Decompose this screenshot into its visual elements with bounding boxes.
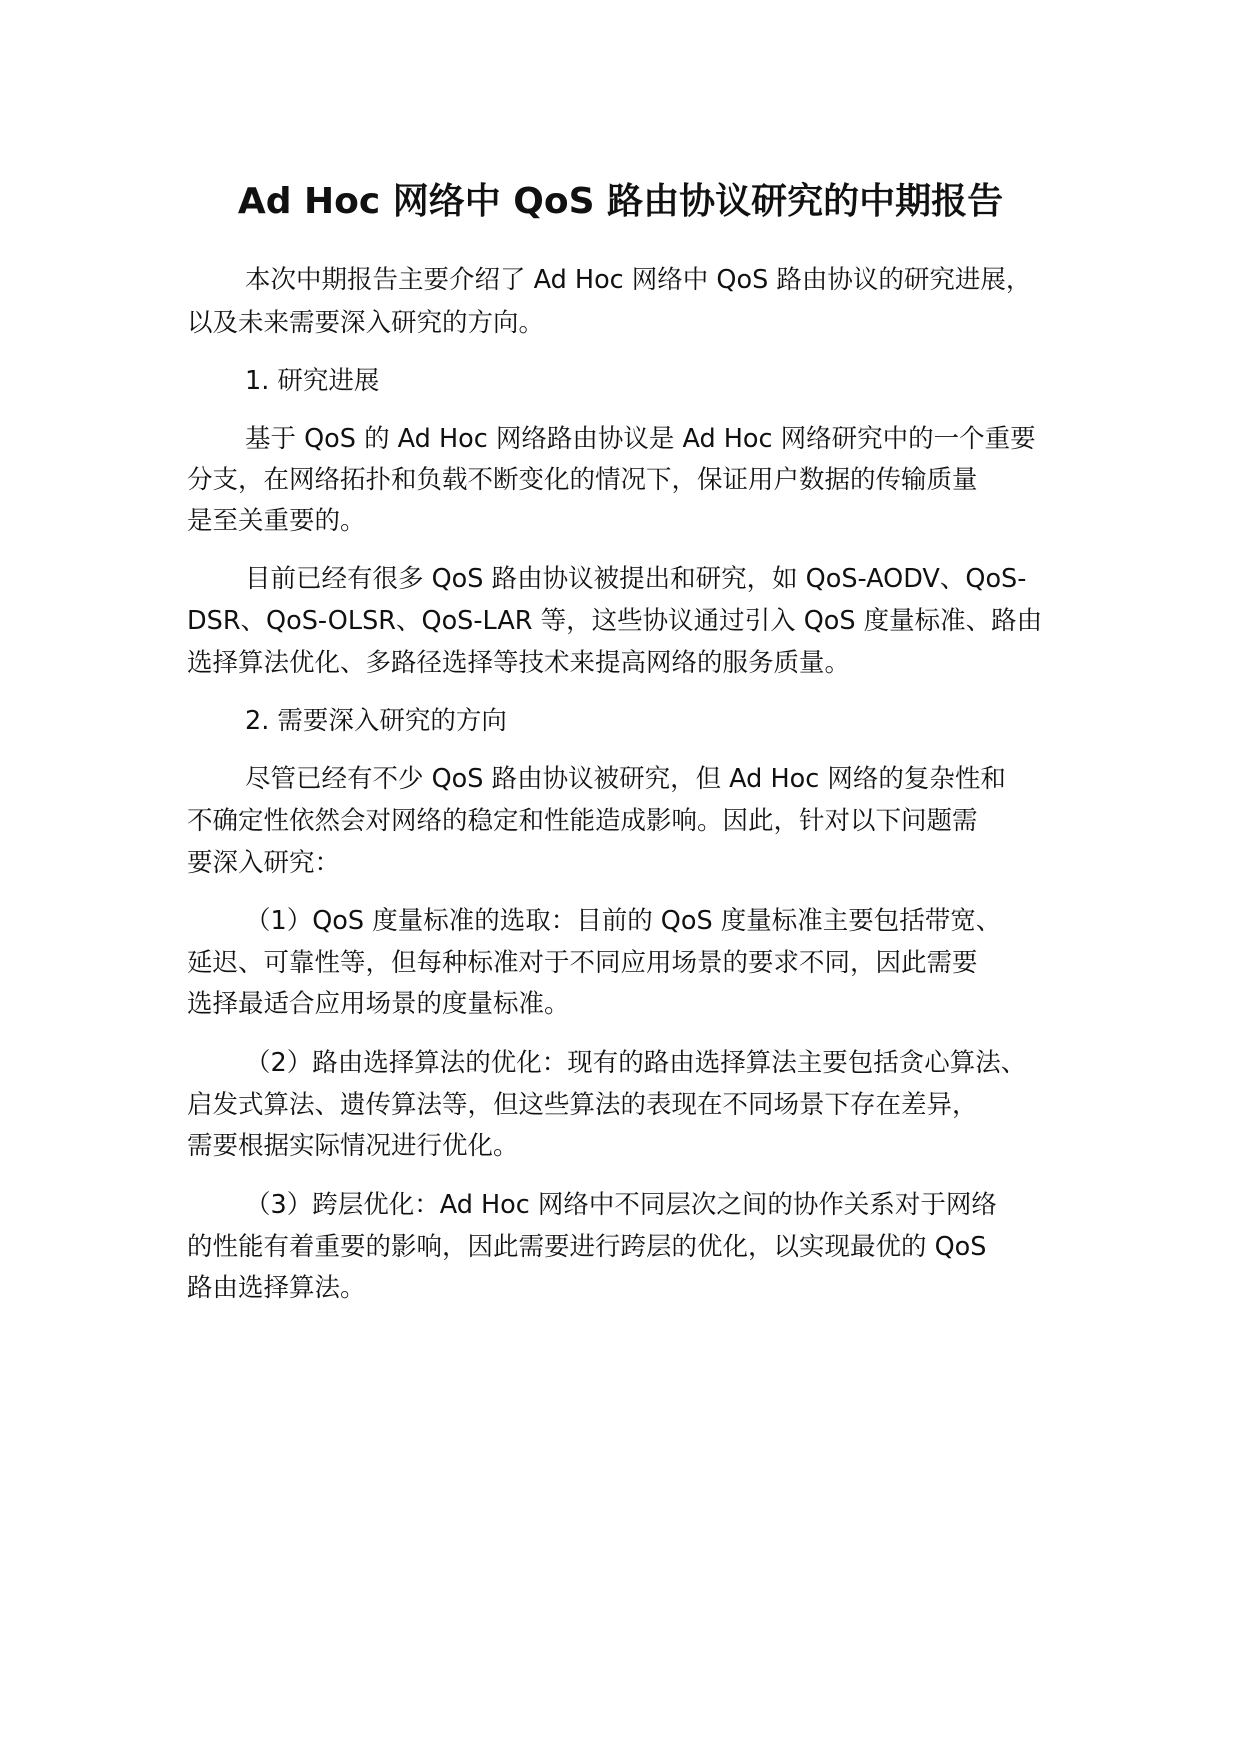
section-heading: 2. 需要深入研究的方向 <box>245 706 507 736</box>
paragraph-line: 需要根据实际情况进行优化。 <box>187 1131 519 1161</box>
document-title: Ad Hoc 网络中 QoS 路由协议研究的中期报告 <box>237 181 1004 222</box>
paragraph-line: 基于 QoS 的 Ad Hoc 网络路由协议是 Ad Hoc 网络研究中的一个重要 <box>245 424 1036 454</box>
paragraph-line: 选择最适合应用场景的度量标准。 <box>187 989 570 1019</box>
paragraph-line: 要深入研究： <box>187 848 341 878</box>
paragraph-line: （1）QoS 度量标准的选取：目前的 QoS 度量标准主要包括带宽、 <box>245 906 1002 936</box>
paragraph-line: 不确定性依然会对网络的稳定和性能造成影响。因此，针对以下问题需 <box>187 806 978 836</box>
paragraph-line: 启发式算法、遗传算法等，但这些算法的表现在不同场景下存在差异， <box>187 1090 978 1120</box>
paragraph-line: DSR、QoS-OLSR、QoS-LAR 等，这些协议通过引入 QoS 度量标准、路由 <box>187 606 1043 636</box>
paragraph-line: 本次中期报告主要介绍了 Ad Hoc 网络中 QoS 路由协议的研究进展， <box>245 265 1032 295</box>
paragraph-line: 选择算法优化、多路径选择等技术来提高网络的服务质量。 <box>187 648 851 678</box>
paragraph-line: 目前已经有很多 QoS 路由协议被提出和研究，如 QoS-AODV、QoS- <box>245 564 1027 594</box>
paragraph-line: 是至关重要的。 <box>187 506 366 536</box>
paragraph-line: 延迟、可靠性等，但每种标准对于不同应用场景的要求不同，因此需要 <box>187 948 978 978</box>
paragraph-line: 尽管已经有不少 QoS 路由协议被研究，但 Ad Hoc 网络的复杂性和 <box>245 764 1006 794</box>
paragraph-line: （2）路由选择算法的优化：现有的路由选择算法主要包括贪心算法、 <box>245 1048 1027 1078</box>
paragraph-line: 以及未来需要深入研究的方向。 <box>187 308 545 338</box>
paragraph-line: （3）跨层优化：Ad Hoc 网络中不同层次之间的协作关系对于网络 <box>245 1190 997 1220</box>
section-heading: 1. 研究进展 <box>245 366 380 396</box>
paragraph-line: 的性能有着重要的影响，因此需要进行跨层的优化，以实现最优的 QoS <box>187 1232 987 1262</box>
paragraph-line: 路由选择算法。 <box>187 1273 366 1303</box>
paragraph-line: 分支，在网络拓扑和负载不断变化的情况下，保证用户数据的传输质量 <box>187 465 978 495</box>
